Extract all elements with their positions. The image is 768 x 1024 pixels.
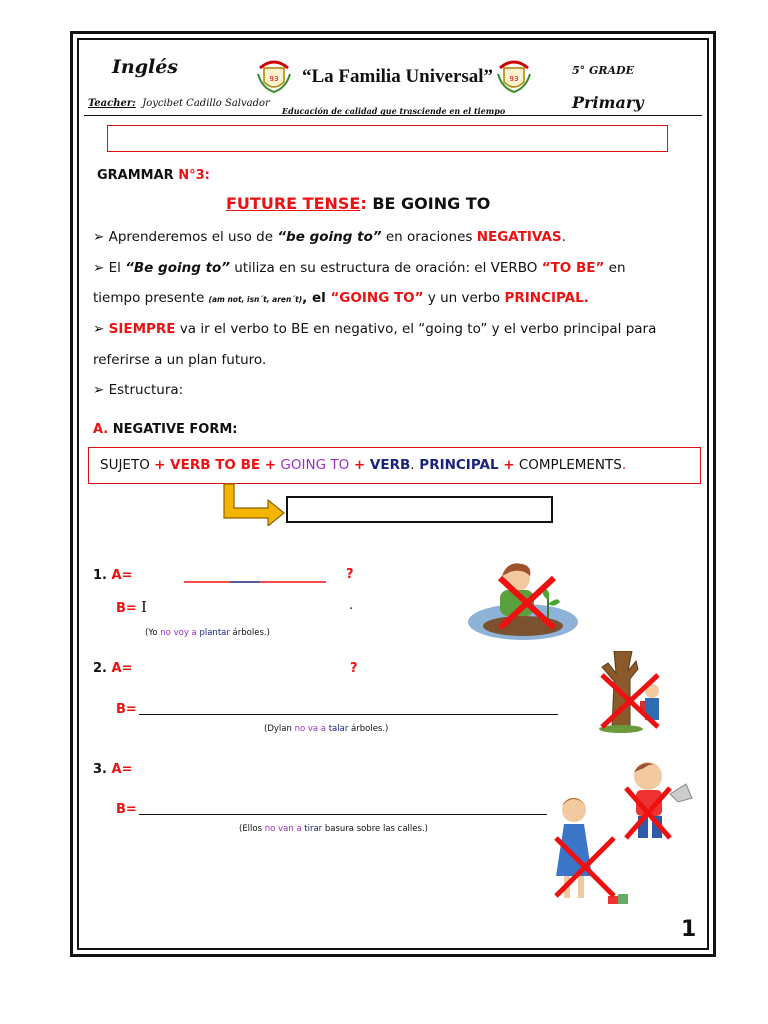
- exercise-2-number: [93, 661, 132, 676]
- teacher-line: [88, 98, 270, 109]
- text: Aprenderemos el uso de: [108, 229, 278, 245]
- text: .: [621, 457, 627, 473]
- text: plantar: [196, 628, 230, 638]
- exercise-3-answer-line[interactable]: [139, 814, 547, 815]
- text: .: [561, 229, 566, 245]
- topic-future-tense: FUTURE TENSE: [226, 194, 361, 213]
- text: + VERB TO BE +: [154, 457, 277, 473]
- text: VERB: [365, 457, 411, 473]
- exercise-2-b-label: B=: [116, 702, 137, 717]
- text: NEGATIVE FORM:: [108, 422, 238, 437]
- exercise-2-translation: [264, 724, 388, 734]
- text: (Yo: [145, 628, 161, 638]
- text: árboles.): [348, 724, 389, 734]
- exercise-3-b-label: B=: [116, 802, 137, 817]
- text: NEGATIVAS: [476, 229, 562, 245]
- exercise-1-blank[interactable]: [184, 580, 326, 584]
- subject-title: Inglés: [112, 56, 178, 78]
- text: va ir el verbo to BE en negativo, el “going to” y el verbo principal para: [175, 321, 657, 337]
- text: en oraciones: [381, 229, 477, 245]
- bullet-2-continued: [93, 288, 589, 310]
- bullet-4: ➢ Estructura:: [93, 382, 184, 398]
- level-label: Primary: [572, 93, 644, 112]
- tree-cutting-icon: [592, 651, 668, 733]
- bullet-2: ➢ El “Be going to” utiliza en su estructura de oración: el VERBO “TO BE” en: [93, 260, 626, 276]
- grammar-heading: [97, 168, 210, 183]
- text: utiliza en su estructura de oración: el VERBO: [230, 260, 542, 276]
- school-name: “La Familia Universal”: [302, 66, 494, 87]
- text: A=: [111, 661, 133, 676]
- text: tiempo presente: [93, 290, 209, 306]
- text: I: [140, 598, 147, 616]
- exercise-3-translation: [239, 824, 428, 834]
- topic-title: [226, 194, 490, 213]
- text: PRINCIPAL.: [504, 290, 589, 306]
- text: no van a: [264, 824, 302, 834]
- text: no voy a: [160, 628, 197, 638]
- text: “TO BE”: [541, 260, 605, 276]
- bullet-1: ➢ Aprenderemos el uso de “be going to” en oraciones NEGATIVAS.: [93, 229, 566, 245]
- text: “be going to”: [277, 229, 382, 245]
- text: +: [349, 457, 366, 473]
- text: A=: [111, 568, 133, 583]
- text: “GOING TO”: [330, 290, 424, 306]
- page-number: 1: [681, 917, 697, 942]
- example-answer-box[interactable]: [286, 496, 553, 523]
- text: talar: [326, 724, 349, 734]
- text: 3.: [93, 762, 107, 777]
- text: 2.: [93, 661, 107, 676]
- teacher-name: Joycibet Cadillo Salvador: [142, 98, 270, 109]
- text: en: [604, 260, 626, 276]
- text: El: [108, 260, 126, 276]
- text: SUJETO: [100, 457, 155, 473]
- teacher-label: Teacher:: [88, 98, 136, 109]
- period: .: [349, 598, 354, 613]
- text: SIEMPRE: [108, 321, 176, 337]
- header-divider: [84, 115, 702, 116]
- text: .: [410, 457, 415, 473]
- bullet-3-continued: referirse a un plan futuro.: [93, 352, 267, 368]
- school-motto: Educación de calidad que trasciende en el tiempo: [282, 106, 506, 116]
- topic-colon: :: [360, 194, 367, 213]
- text: , el: [302, 290, 331, 306]
- title-box: [107, 125, 668, 152]
- text: árboles.): [229, 628, 270, 638]
- text: +: [498, 457, 515, 473]
- question-mark: ?: [346, 567, 354, 582]
- text: no va a: [294, 724, 327, 734]
- exercise-1-b: [116, 598, 147, 616]
- text: PRINCIPAL: [414, 457, 499, 473]
- school-crest-icon: [256, 54, 292, 94]
- text: (Dylan: [264, 724, 295, 734]
- text: GOING TO: [276, 457, 350, 473]
- text: “Be going to”: [125, 260, 230, 276]
- text: A=: [111, 762, 133, 777]
- grammar-number: N°3:: [178, 168, 210, 183]
- svg-text:93: 93: [269, 75, 279, 83]
- topic-be-going-to: BE GOING TO: [366, 194, 491, 213]
- bullet-3: ➢ SIEMPRE va ir el verbo to BE en negativo, el “going to” y el verbo principal para: [93, 321, 657, 337]
- text: (Ellos: [239, 824, 265, 834]
- text: COMPLEMENTS: [514, 457, 622, 473]
- text: Estructura:: [108, 382, 184, 398]
- svg-text:93: 93: [509, 75, 519, 83]
- text: basura sobre las calles.): [322, 824, 428, 834]
- exercise-2-answer-line[interactable]: [139, 714, 558, 715]
- text: y un verbo: [423, 290, 505, 306]
- school-crest-icon: [496, 54, 532, 94]
- structure-formula: [88, 447, 701, 484]
- text: 1.: [93, 568, 107, 583]
- text: B=: [116, 601, 137, 616]
- boy-planting-tree-icon: [466, 556, 580, 642]
- exercise-1-translation: [145, 628, 270, 638]
- text: A.: [93, 422, 109, 437]
- kids-littering-icon: [552, 758, 702, 910]
- exercise-3-number: [93, 762, 132, 777]
- text: tirar: [301, 824, 323, 834]
- negative-form-heading: [93, 422, 238, 437]
- grammar-label: GRAMMAR: [97, 168, 174, 183]
- grade-label: 5° GRADE: [572, 64, 634, 77]
- arrow-icon: [218, 482, 288, 526]
- text: (am not, isn´t, aren´t): [208, 295, 303, 304]
- question-mark: ?: [350, 661, 358, 676]
- exercise-1-number: [93, 568, 132, 583]
